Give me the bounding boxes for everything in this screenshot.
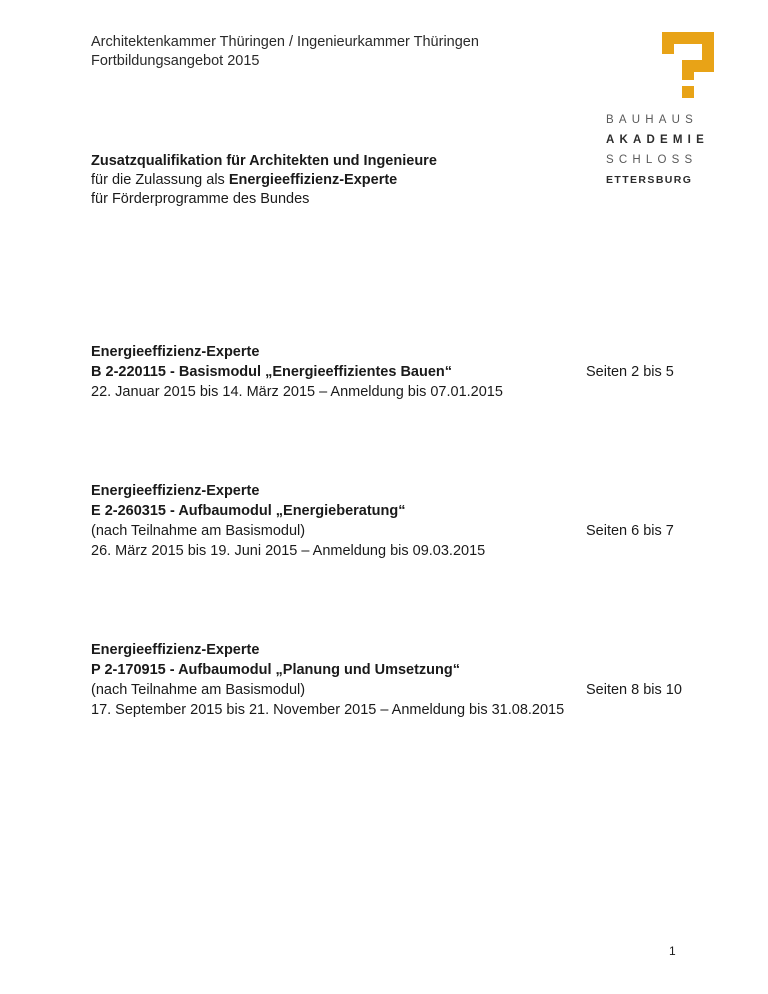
module-code-title: E 2-260315 - Aufbaumodul „Energieberatung“ xyxy=(91,503,406,519)
page-number: 1 xyxy=(669,944,676,958)
logo-mark-icon xyxy=(658,30,718,100)
module-code-title: P 2-170915 - Aufbaumodul „Planung und Umsetzung“ xyxy=(91,662,460,678)
module-dates: 26. März 2015 bis 19. Juni 2015 – Anmeldung bis 09.03.2015 xyxy=(91,543,486,559)
module-note: (nach Teilnahme am Basismodul) xyxy=(91,682,306,698)
document-header xyxy=(91,33,479,71)
header-organizations: Architektenkammer Thüringen / Ingenieurkammer Thüringen xyxy=(91,34,479,50)
module-dates: 17. September 2015 bis 21. November 2015 – Anmeldung bis 31.08.2015 xyxy=(91,702,565,718)
module-energieberatung xyxy=(91,481,691,561)
module-pages: Seiten 2 bis 5 xyxy=(586,364,674,380)
intro-line-2-bold: Energieeffizienz-Experte xyxy=(228,172,398,188)
module-pages: Seiten 6 bis 7 xyxy=(586,523,674,539)
module-heading: Energieeffizienz-Experte xyxy=(91,642,260,658)
header-program-year: Fortbildungsangebot 2015 xyxy=(91,53,260,69)
intro-line-2-prefix: für die Zulassung als xyxy=(91,172,229,188)
module-title-row xyxy=(91,362,691,382)
logo-line-bauhaus: BAUHAUS xyxy=(606,114,698,126)
logo-line-akademie: AKADEMIE xyxy=(606,134,709,146)
module-heading: Energieeffizienz-Experte xyxy=(91,344,260,360)
module-dates: 22. Januar 2015 bis 14. März 2015 – Anmeldung bis 07.01.2015 xyxy=(91,384,503,400)
intro-title: Zusatzqualifikation für Architekten und Ingenieure xyxy=(91,153,437,169)
intro-line-3: für Förderprogramme des Bundes xyxy=(91,191,310,207)
module-note-row xyxy=(91,521,691,541)
module-basis xyxy=(91,342,691,402)
intro-line-2 xyxy=(91,171,437,190)
module-note: (nach Teilnahme am Basismodul) xyxy=(91,523,306,539)
module-heading: Energieeffizienz-Experte xyxy=(91,483,260,499)
intro-section xyxy=(91,152,437,209)
logo-line-ettersburg: ETTERSBURG xyxy=(606,174,693,186)
module-pages: Seiten 8 bis 10 xyxy=(586,682,682,698)
logo-line-schloss: SCHLOSS xyxy=(606,154,698,166)
logo-wordmark xyxy=(606,110,709,190)
module-code-title: B 2-220115 - Basismodul „Energieeffizientes Bauen“ xyxy=(91,364,453,380)
module-note-row xyxy=(91,680,691,700)
module-planung xyxy=(91,640,691,720)
